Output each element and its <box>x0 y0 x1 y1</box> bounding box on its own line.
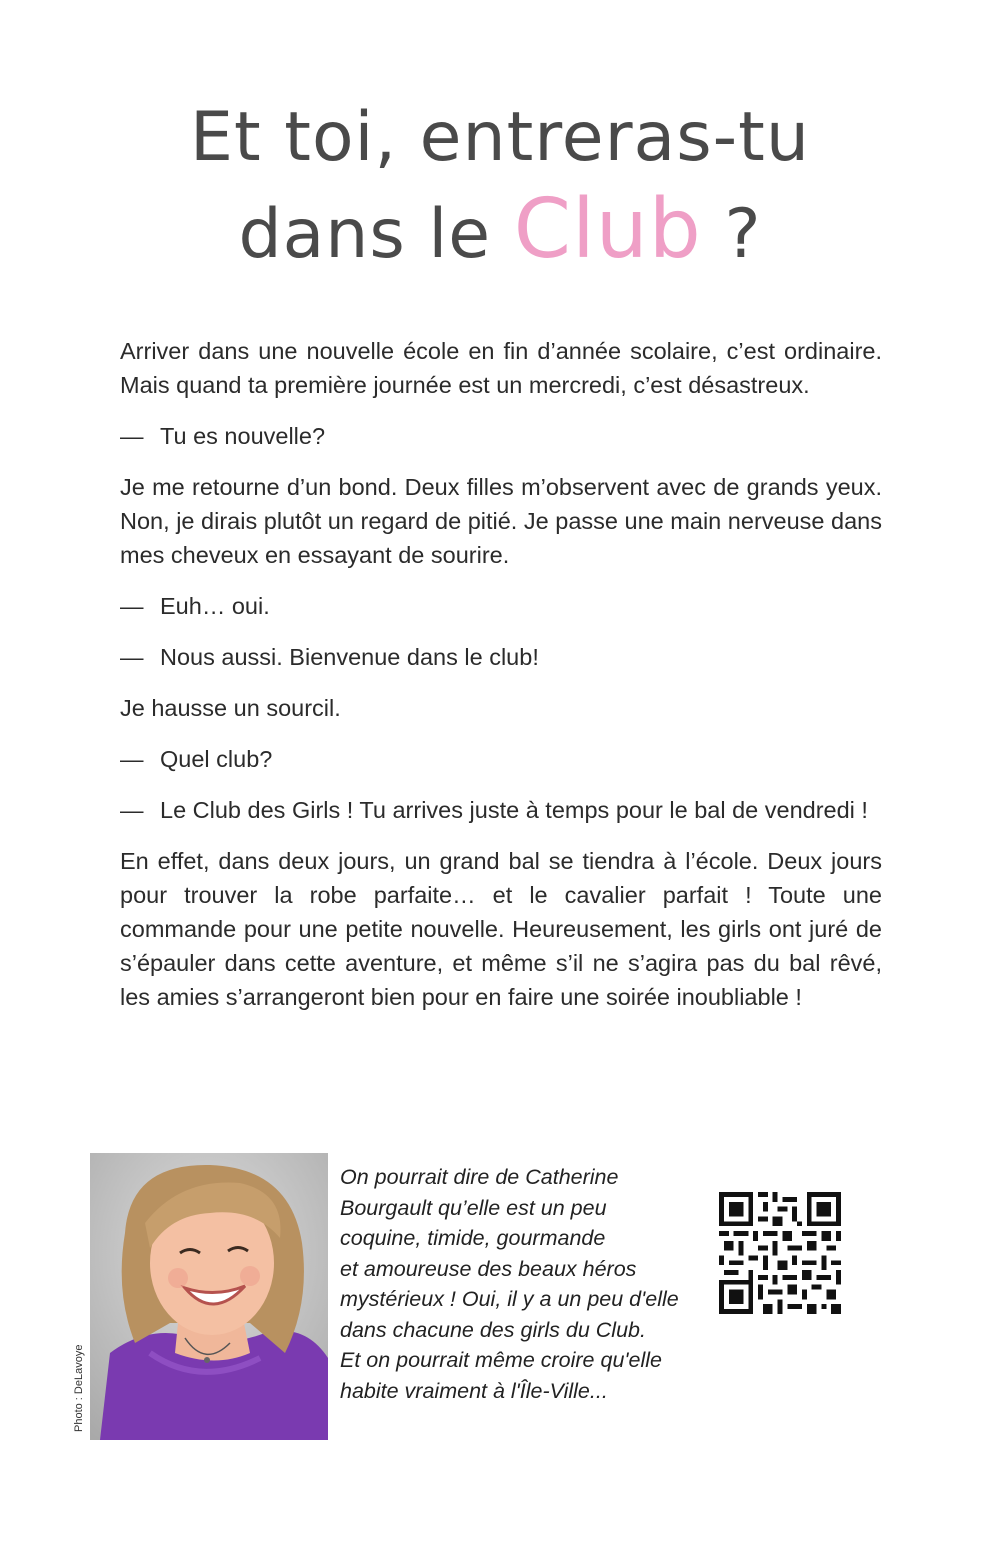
dialog-line-2 <box>120 589 882 623</box>
dialog-dash: — <box>120 797 144 823</box>
headline <box>0 92 1000 281</box>
bio-line: mystérieux ! Oui, il y a un peu d'elle <box>340 1287 679 1311</box>
blurb-paragraph-1: Arriver dans une nouvelle école en fin d’année scolaire, c’est ordinaire. Mais quand ta première journée est un mercredi, c’est désastreux. <box>120 338 882 398</box>
dialog-dash: — <box>120 593 144 619</box>
qr-code-graphic <box>719 1192 841 1314</box>
author-photo <box>90 1153 328 1440</box>
dialog-dash: — <box>120 746 144 772</box>
dialog-text-5: Le Club des Girls ! Tu arrives juste à temps pour le bal de vendredi ! <box>160 797 868 823</box>
bio-line: On pourrait dire de Catherine <box>340 1165 619 1189</box>
bio-line: habite vraiment à l'Île-Ville... <box>340 1378 608 1403</box>
bio-line: Et on pourrait même croire qu'elle <box>340 1348 662 1372</box>
blurb-paragraph-2: Je me retourne d’un bond. Deux filles m’observent avec de grands yeux. Non, je dirais plutôt un regard de pitié. Je passe une main nerveuse dans mes cheveux en essayant de sourire. <box>120 474 882 568</box>
dialog-dash: — <box>120 423 144 449</box>
dialog-line-4 <box>120 742 882 776</box>
bio-line: et amoureuse des beaux héros <box>340 1256 637 1281</box>
dialog-dash: — <box>120 644 144 670</box>
bio-line: Bourgault qu’elle est un peu <box>340 1195 607 1220</box>
blurb-paragraph-3: Je hausse un sourcil. <box>120 695 341 721</box>
bio-line: dans chacune des girls du Club. <box>340 1317 646 1342</box>
headline-line-2-start: dans le <box>238 195 514 274</box>
qr-code[interactable] <box>719 1192 841 1314</box>
author-portrait-illustration <box>90 1153 328 1440</box>
dialog-text-1: Tu es nouvelle? <box>160 423 326 449</box>
dialog-line-5 <box>120 793 882 827</box>
photo-credit: Photo : DeLavoye <box>73 1344 85 1432</box>
blurb-paragraph-4: En effet, dans deux jours, un grand bal se tiendra à l’école. Deux jours pour trouver la robe parfaite… et le cavalier parfait ! Toute une commande pour une petite nouvelle. Heureusement, les girls ont juré de s’épauler dans cette aventure, et même s’il ne s’agira pas du bal rêvé, les amies s’arrangeront bien pour en faire une soirée inoubliable ! <box>120 848 882 1010</box>
dialog-text-2: Euh… oui. <box>160 593 270 619</box>
headline-club-word: Club <box>513 182 702 277</box>
dialog-line-1 <box>120 419 882 453</box>
dialog-text-4: Quel club? <box>160 746 273 772</box>
headline-line-2 <box>0 184 1000 281</box>
bio-line: coquine, timide, gourmande <box>340 1226 606 1250</box>
dialog-text-3: Nous aussi. Bienvenue dans le club! <box>160 644 539 670</box>
headline-question-mark: ? <box>701 195 762 274</box>
headline-line-1: Et toi, entreras-tu <box>190 98 810 177</box>
author-bio <box>340 1162 700 1406</box>
back-cover-blurb <box>120 334 882 1031</box>
dialog-line-3 <box>120 640 882 674</box>
